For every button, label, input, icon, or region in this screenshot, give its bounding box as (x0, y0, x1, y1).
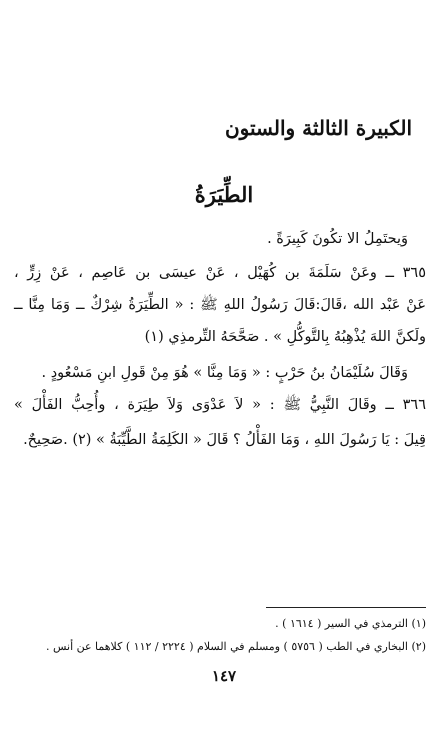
page-number: ١٤٧ (211, 667, 237, 685)
footnote-divider (266, 607, 426, 608)
body-line-7: قِيلَ : يَا رَسُولَ اللهِ ، وَمَا الفَأْلُ ؟ قَالَ « الكَلِمَةُ الطَّيِّبَةُ » (٢) .صَحِيحٌ. (23, 432, 426, 448)
body-line-1: وَيحتَمِلُ الا تكُونَ كَبِيرَةً . (267, 231, 408, 247)
footnote-1: (١) الترمذي في السير ( ١٦١٤ ) . (275, 617, 426, 630)
footnote-2: (٢) البخاري في الطب ( ٥٧٥٦ ) ومسلم في السلام ( ٢٢٢٤ / ١١٢ ) كلاهما عن أنس . (45, 640, 426, 653)
body-line-2: ٣٦٥ ــ وعَنْ سَلَمَةَ بن كُهَيْل ، عَنْ عيسَى بن عَاصِم ، عَنْ زِرٍّ ، (14, 265, 426, 281)
body-line-6: ٣٦٦ ــ وقَالَ النَّبِيُّ ﷺ : « لاَ عَدْوَى وَلاَ طِيَرَة ، وأُحِبُّ الفَأْلَ » (14, 397, 426, 413)
body-line-5: وَقَالَ سُلَيْمَانُ بنُ حَرْبٍ : « وَمَا مِنَّا » هُوَ مِنْ قَولِ ابنِ مَسْعُودٍ . (41, 365, 408, 381)
section-title: الطِّيَرَةُ (194, 182, 254, 207)
body-line-4: ولَكنَّ اللهَ يُذْهِبُهُ بِالتَّوكُّلِ » . صَحَّحَهُ التِّرمذِي (١) (144, 329, 426, 345)
body-line-3: عَنْ عَبْد الله ،قَالَ:قَالَ رَسُولُ اللهِ ﷺ : « الطِّيَرَةُ شِرْكٌ ــ وَمَا مِنَّا ــ (14, 297, 426, 313)
chapter-title: الكبيرة الثالثة والستون (224, 116, 412, 140)
